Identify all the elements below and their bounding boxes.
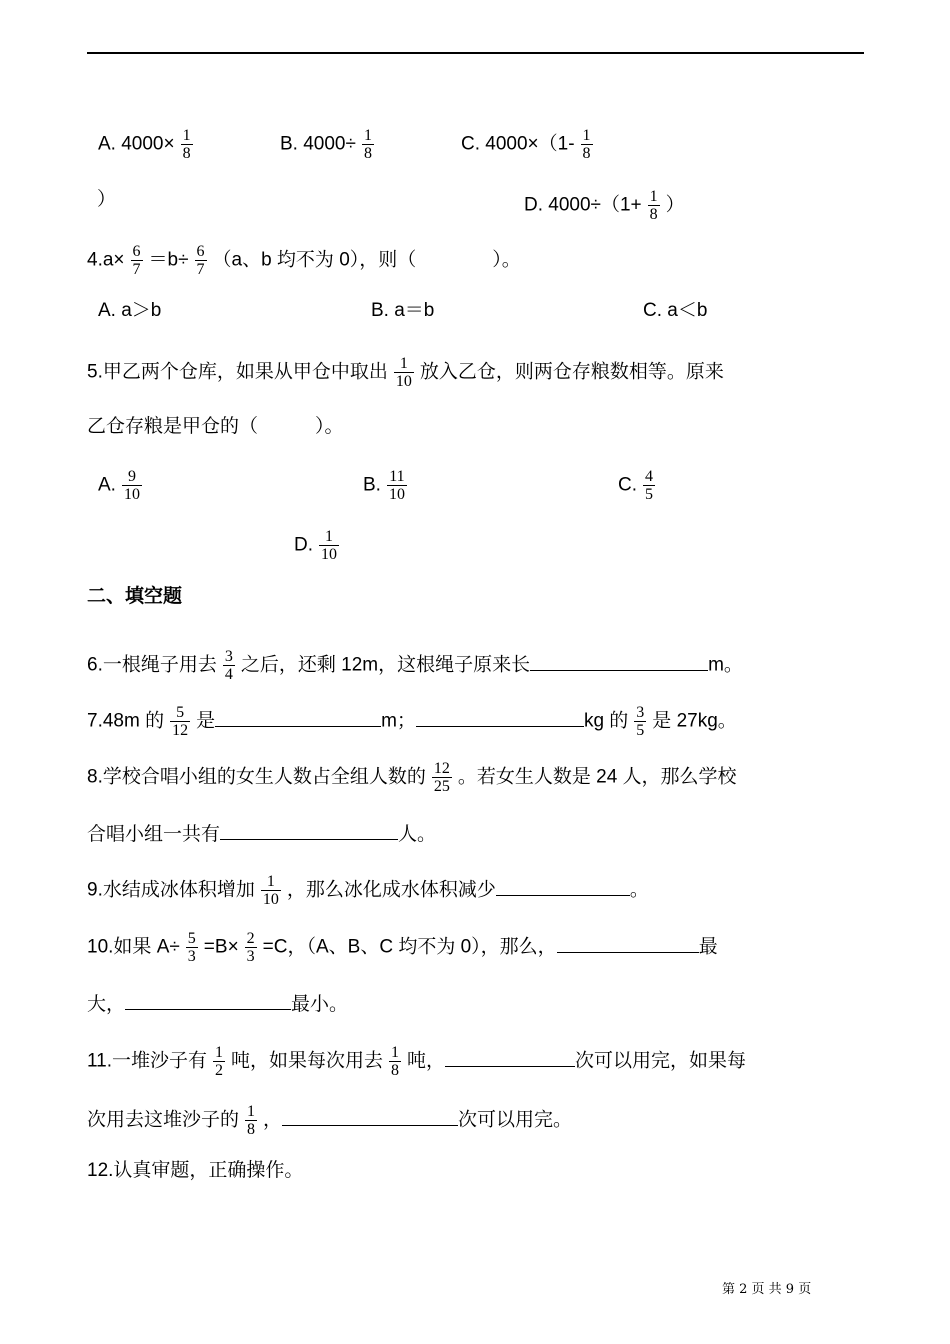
fraction: $\frac{5}{3}$	[187, 930, 196, 965]
question-6: 6.一根绳子用去 $\frac{3}{4}$ 之后，还剩 12m，这根绳子原来长 m。	[87, 648, 743, 683]
fraction: $\frac{11}{10}$	[388, 468, 405, 503]
q4-option-b[interactable]: B. a＝b	[371, 300, 435, 321]
fraction: $\frac{6}{7}$	[132, 243, 141, 278]
fraction: $\frac{1}{2}$	[215, 1044, 224, 1079]
page-footer: 第 2 页 共 9 页	[722, 1282, 812, 1297]
fraction: $\frac{1}{10}$	[395, 355, 412, 390]
question-9: 9.水结成冰体积增加 $\frac{1}{10}$ ，那么冰化成水体积减少 。	[87, 873, 649, 908]
question-10: 10.如果 A÷ $\frac{5}{3}$ =B× $\frac{2}{3}$ =C，（A、B、C 均不为 0），那么， 最	[87, 930, 718, 965]
fraction: $\frac{2}{3}$	[246, 930, 255, 965]
question-7: 7.48m 的 $\frac{5}{12}$ 是 m； kg 的 $\frac{3}{5}$ 是 27kg。	[87, 704, 737, 739]
fraction: $\frac{1}{10}$	[262, 873, 279, 908]
q5-option-a[interactable]: A. $\frac{9}{10}$	[98, 468, 140, 503]
q4-option-a[interactable]: A. a＞b	[98, 300, 162, 321]
q3-option-c[interactable]	[461, 127, 599, 162]
question-12: 12.认真审题，正确操作。	[87, 1160, 304, 1181]
fraction: $\frac{1}{10}$	[321, 528, 337, 563]
q3-option-d[interactable]: D. 4000÷（1+ $\frac{1}{8}$ ）	[524, 188, 685, 223]
answer-blank[interactable]	[445, 1046, 575, 1067]
question-11-line-2: 次用去这堆沙子的 $\frac{1}{8}$ ， 次可以用完。	[87, 1103, 573, 1138]
q5-option-b[interactable]: B. $\frac{11}{10}$	[363, 468, 405, 503]
fraction: $\frac{1}{8}$	[391, 1044, 400, 1079]
answer-blank[interactable]	[416, 706, 584, 727]
q3-option-d-text: D. 4000÷（1+	[524, 194, 642, 216]
answer-blank[interactable]	[215, 706, 381, 727]
fraction: $\frac{4}{5}$	[645, 468, 653, 503]
question-8: 8.学校合唱小组的女生人数占全组人数的 $\frac{12}{25}$ 。若女生人数是 24 人，那么学校	[87, 760, 737, 795]
question-10-line-2: 大， 最小。	[87, 989, 348, 1017]
header-rule	[87, 52, 864, 54]
answer-blank[interactable]	[125, 989, 291, 1010]
question-8-line-2: 合唱小组一共有 人。	[87, 819, 436, 847]
fraction: $\frac{1}{8}$	[363, 127, 372, 162]
section-title: 二、填空题	[87, 586, 183, 607]
fraction: $\frac{1}{8}$	[649, 188, 658, 223]
answer-blank[interactable]	[496, 875, 630, 896]
answer-blank[interactable]	[282, 1105, 458, 1126]
answer-blank[interactable]	[557, 932, 699, 953]
q4-option-c[interactable]: C. a＜b	[643, 300, 708, 321]
fraction: $\frac{1}{8}$	[582, 127, 591, 162]
question-5: 5.甲乙两个仓库，如果从甲仓中取出 $\frac{1}{10}$ 放入乙仓，则两仓存粮数相等。原来	[87, 355, 724, 390]
q3-option-c-close: ）	[97, 189, 117, 210]
question-11: 11.一堆沙子有 $\frac{1}{2}$ 吨，如果每次用去 $\frac{1}{8}$ 吨， 次可以用完，如果每	[87, 1044, 747, 1079]
question-5-line-2: 乙仓存粮是甲仓的（ ）。	[87, 416, 344, 437]
fraction: $\frac{1}{8}$	[182, 127, 191, 162]
fraction: $\frac{3}{4}$	[224, 648, 233, 683]
fraction: $\frac{12}{25}$	[433, 760, 450, 795]
q3-option-a[interactable]	[98, 127, 199, 162]
q3-option-a-text: A. 4000×	[98, 133, 175, 155]
fraction: $\frac{6}{7}$	[196, 243, 205, 278]
answer-blank[interactable]	[530, 650, 708, 671]
q3-option-c-text: C. 4000×（1-	[461, 133, 575, 155]
fraction: $\frac{3}{5}$	[636, 704, 645, 739]
fraction: $\frac{9}{10}$	[123, 468, 140, 503]
q3-option-b-text: B. 4000÷	[280, 133, 356, 155]
q5-option-d[interactable]: D. $\frac{1}{10}$	[294, 528, 337, 563]
q3-option-b[interactable]	[280, 127, 380, 162]
fraction: $\frac{5}{12}$	[172, 704, 189, 739]
fraction: $\frac{1}{8}$	[247, 1103, 256, 1138]
question-4: 4.a× $\frac{6}{7}$ ＝b÷ $\frac{6}{7}$ （a、b 均不为 0），则（ ）。	[87, 243, 521, 278]
answer-blank[interactable]	[220, 819, 398, 840]
q5-option-c[interactable]: C. $\frac{4}{5}$	[618, 468, 653, 503]
